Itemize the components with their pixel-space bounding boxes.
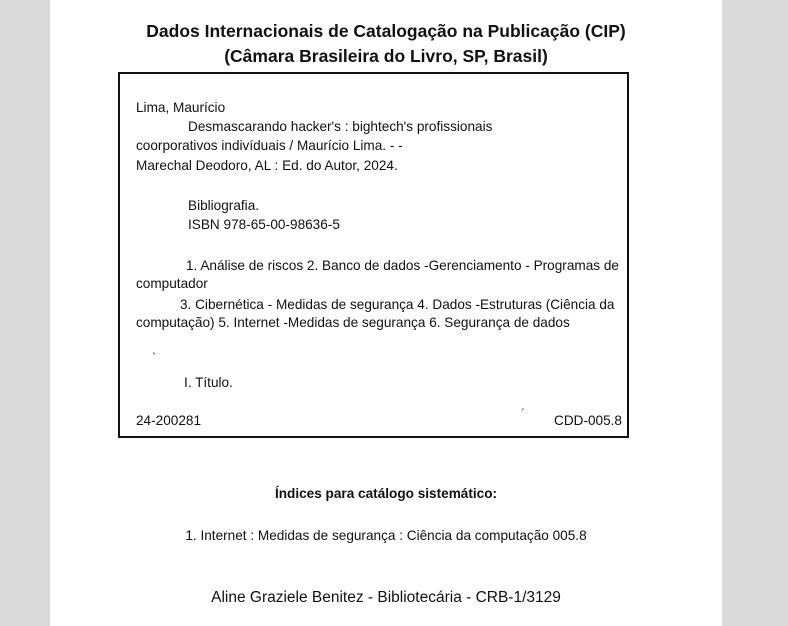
index-heading: Índices para catálogo sistemático: (274, 486, 498, 501)
card-title-entry: I. Título. (184, 375, 233, 390)
stray-mark: ´ (521, 406, 526, 421)
card-author: Lima, Maurício (136, 100, 226, 115)
card-subjects-1: 1. Análise de riscos 2. Banco de dados -Gerenciamento - Programas de computador (136, 258, 619, 291)
card-title-line-1: Desmascarando hacker's : bightech's profissionais (188, 119, 493, 134)
card-classification: CDD-005.8 (554, 413, 622, 428)
stray-mark: ` (152, 350, 157, 365)
cip-title: Dados Internacionais de Catalogação na Publicação (CIP) (146, 21, 626, 41)
card-subjects-2: 3. Cibernética - Medidas de segurança 4. Dados -Estruturas (Ciência da computação) 5. Internet -Medidas de segurança 6. Segurança de dados (136, 297, 615, 330)
librarian-credit: Aline Graziele Benitez - Bibliotecária - CRB-1/3129 (211, 589, 561, 606)
card-control-number: 24-200281 (136, 413, 202, 428)
card-imprint: Marechal Deodoro, AL : Ed. do Autor, 2024. (136, 158, 398, 173)
card-title-line-2: coorporativos indivíduais / Maurício Lima. - - (136, 138, 403, 153)
document-page (50, 0, 722, 626)
catalog-card (118, 72, 629, 438)
cip-subtitle: (Câmara Brasileira do Livro, SP, Brasil) (224, 46, 548, 66)
index-item: 1. Internet : Medidas de segurança : Ciência da computação 005.8 (185, 528, 587, 543)
card-isbn: ISBN 978-65-00-98636-5 (188, 217, 340, 232)
card-bibliography: Bibliografia. (188, 198, 260, 213)
